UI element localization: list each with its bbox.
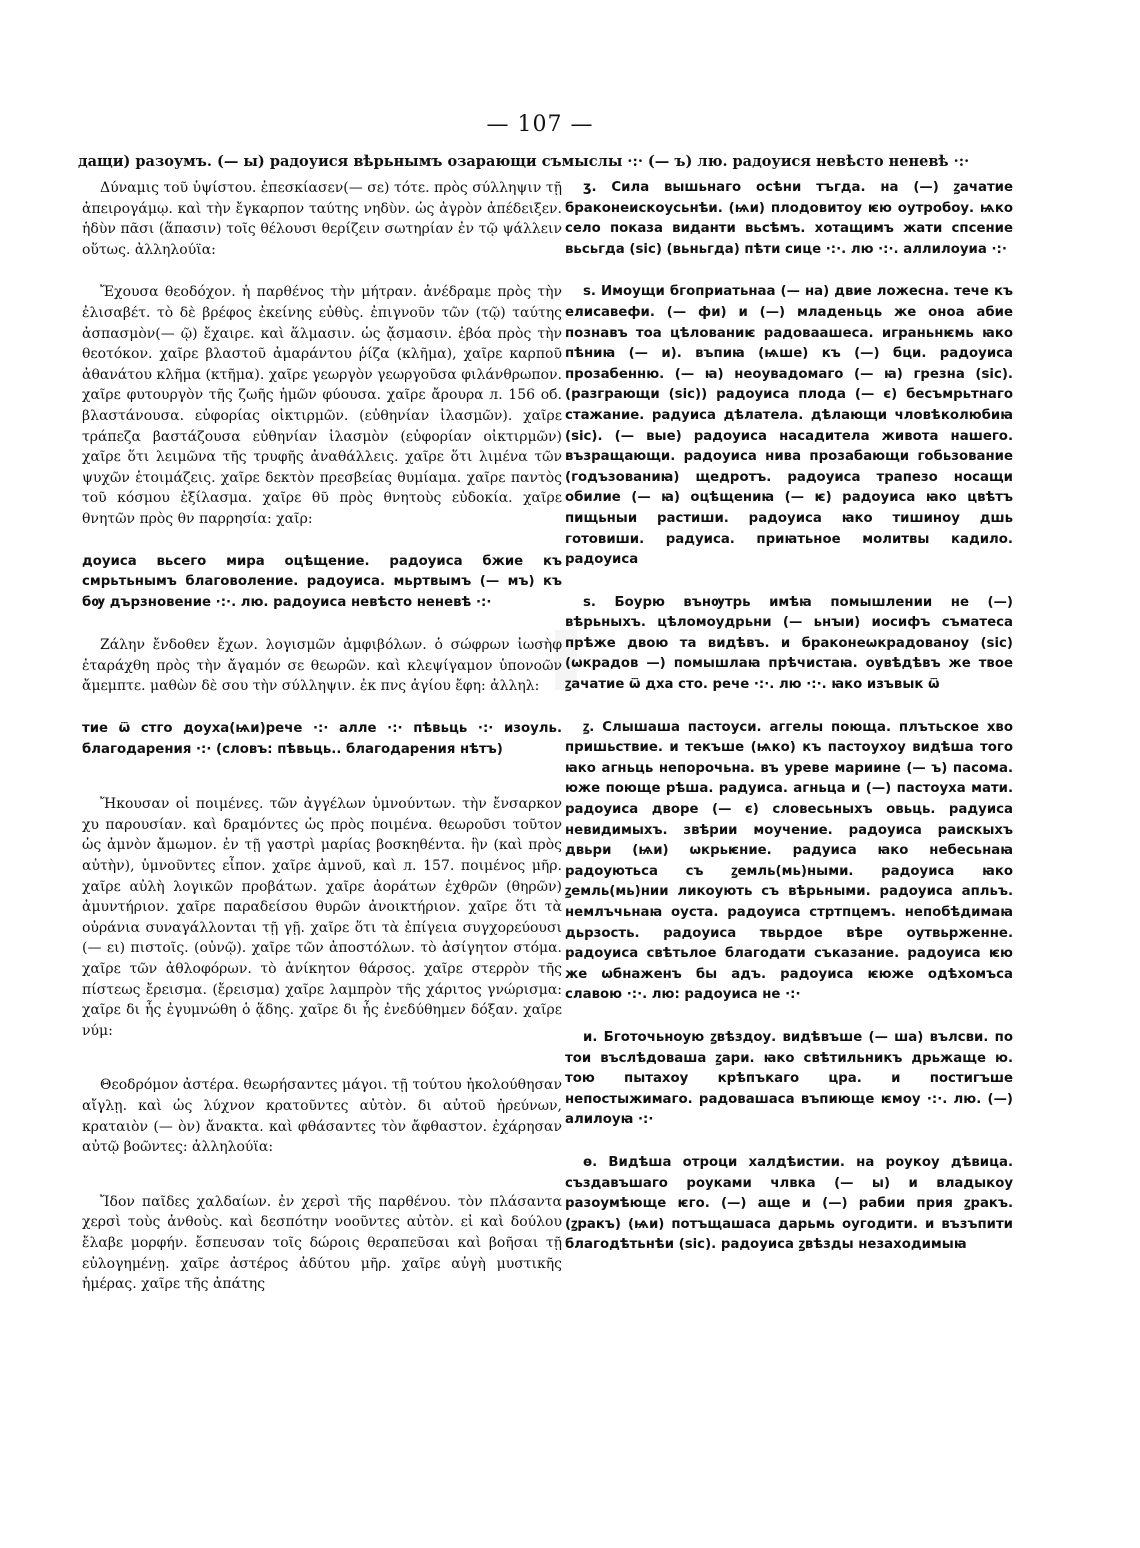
- slavonic-stanza-6: ѕ. Боурю вънѹтрь имѣꙗ помышлении не (—) вѣрьныхъ. цѣломоудрьни (— ьнꙑи) иосифъ съматеса прѣже двою та видѣвъ. и браконеѡкрадованоу (sic) (ѡкрадов —) помышлаꙗ прѣчистаꙗ. оувѣдѣвъ же твое ꙁачатие ѿ дха сто. рече ·:·. лю ·:·. ꙗко изъвык ѿ: [565, 594, 1013, 693]
- greek-stanza-9: Ἴδον παῖδες χαλδαίων. ἐν χερσὶ τῆς παρθένου. τὸν πλάσαντα χερσὶ τοὺς ἀνθοὺς. καὶ δεσπότην νοοῦντες αὐτὸν. εἰ καὶ δούλου ἔλαβε μορφήν. ἔσπευσαν τοῖς δώροις θεραπεῦσαι καὶ βοῆσαι τῇ εὐλογημένῃ. χαῖρε ἀστέρος ἀδύτου μῆρ. χαῖρε αὐγὴ μυστικῆς ἡμέρας. χαῖρε τῆς ἀπάτης: [82, 1193, 562, 1293]
- greek-stanza-6: Ζάλην ἔνδοθεν ἔχων. λογισμῶν ἀμφιβόλων. ὁ σώφρων ἰωσὴφ ἐταράχθη πρὸς τὴν ἄγαμόν σε θεωρῶν. καὶ κλεψίγαμον ὑπονοῶν ἄμεμπτε. μαθὼν δὲ σου τὴν σύλληψιν. ἐκ πνς ἁγίου ἔφη: ἀλληλ:: [82, 637, 562, 695]
- greek-stanza-8: Θεοδρόμον ἀστέρα. θεωρήσαντες μάγοι. τῇ τούτου ἠκολούθησαν αἴγλῃ. καὶ ὡς λύχνον κρατοῦντες αὐτὸν. δι αὐτοῦ ἠρεύνων, κραταιὸν (— ὸν) ἄνακτα. καὶ φθάσαντες τὸν ἄφθαστον. ἐχάρησαν αὐτῷ βοῶντες: ἀλληλούϊα:: [82, 1077, 562, 1156]
- slavonic-spill-line: доуиса вьсего мира оцѣщение. радоуиса бжие къ смрьтьнымъ благоволение. радоуиса. мьртвымъ (— мъ) къ бѹ дързновение ·:·. лю. радоуиса невѣсто неневѣ ·:·: [82, 553, 562, 610]
- page-number: — 107 —: [486, 112, 594, 137]
- greek-column: [82, 178, 562, 1518]
- slavonic-column: [565, 178, 1013, 1518]
- greek-stanza-7: Ἤκουσαν οἱ ποιμένες. τῶν ἀγγέλων ὑμνούντων. τὴν ἔνσαρκον χυ παρουσίαν. καὶ δραμόντες ὡς πρὸς ποιμένα. θεωροῦσι τοῦτον ὡς ἀμνὸν ἄμωμον. ἐν τῇ γαστρὶ μαρίας βοσκηθέντα. ἣν (καὶ πρὸς αὐτὴν), ὑμνοῦντες εἶπον. χαῖρε ἀμνοῦ, καὶ л. 157. ποιμένος μῆρ. χαῖρε αὐλὴ λογικῶν προβάτων. χαῖρε ἀοράτων ἐχθρῶν (θηρῶν) ἀμυντήριον. χαῖρε παραδείσου θυρῶν ἀνοικτήριον. χαῖρε ὅτι τὰ οὐράνια συναγάλλονται τῇ γῇ. χαῖρε ὅτι τὰ ἐπίγεια συγχορεύουσι (— ει) πιστοῖς. (οὐνῷ). χαῖρε τῶν ἀποστόλων. τὸ ἀσίγητον στόμα. χαῖρε τῶν ἀθλοφόρων. τὸ ἀνίκητον θάρσος. χαῖρε στερρὸν τῆς πίστεως ἔρεισμα. (ἔρεισμα) χαῖρε λαμπρὸν τῆς χάριτος γνώρισμα: χαῖρε δι ἧς ἐγυμνώθη ὁ ᾅδης. χαῖρε δι ἧς ἐνεδύθημεν δόξαν. χαῖρε νύμ:: [82, 796, 562, 1039]
- slavonic-stanza-8: и. Бготочьноую ꙁвѣздоу. видѣвъше (— ша) вълсви. по тои въслѣдоваша ꙁари. ꙗко свѣтильникъ дрьжаще ю. тою пытахоу крѣпъкаго цра. и постигъше непостыжимаго. радовашаса въпиюще ѥмоу ·:·. лю. (—) алилоуꙗ ·:·: [565, 1029, 1013, 1128]
- continuation-line: дащи) разоумъ. (— ы) радоуися вѣрьнымъ озарающи съмыслы ·:· (— ъ) лю. радоуися невѣсто неневѣ ·:·: [78, 153, 970, 170]
- greek-stanza-5: Ἔχουσα θεοδόχον. ἡ παρθένος τὴν μήτραν. ἀνέδραμε πρὸς τὴν ἐλισαβέτ. τὸ δὲ βρέφος ἐκείνης εὐθὺς. ἐπιγνοῦν τῶν (τῷ) ταύτης ἀσπασμὸν(— ῷ) ἔχαιρε. καὶ ἅλμασιν. ὡς ᾄσμασιν. ἐβόα πρὸς τὴν θεοτόκον. χαῖρε βλαστοῦ ἀμαράντου ῥίζα (κλῆμα), χαῖρε καρποῦ ἀθανάτου κλῆμα (κτῆμα). χαῖρε γεωργὸν γεωργοῦσα φιλάνθρωπον. χαῖρε φυτουργὸν τῆς ζωῆς ἡμῶν φύουσα. χαῖρε ἄρουρα л. 156 об. βλαστάνουσα. εὐφορίας οἰκτιρμῶν. (εὐθηνίαν ἱλασμῶν). χαῖρε τράπεζα βαστάζουσα εὐθηνίαν ἱλασμὸν (εὐφορίαν οἰκτιρμῶν) χαῖρε ὅτι λειμῶνα τῆς τρυφῆς ἀναθάλλεις. χαῖρε ὅτι λιμένα τῶν ψυχῶν ἑτοιμάζεις. χαῖρε δεκτὸν πρεσβείας θυμίαμα. χαῖρε παντὸς τοῦ κόσμου ἐξίλασμα. χαῖρε θῦ πρὸς θνητοὺς εὐδοκία. χαῖρε θνητῶν πρὸς θν παρρησία: χαῖρ:: [82, 284, 562, 527]
- slavonic-stanza-5: ѕ. Имоущи бгоприатьнаа (— на) двие ложесна. тече къ елисавефи. (— фи) и (—) младеньць же оноа абие познавъ тоа цѣлованиѥ радоваашеса. играньнѥмь ꙗко пѣниꙗ (— и). въпиꙗ (ѩше) къ (—) бци. радоуиса прозабенню. (— ꙗ) неоувадомаго (— ꙗ) грезна (sic). (разграющи (sic)) радоуиса плода (— є) бесъмрьтнаго стажание. радуиса дѣлатела. дѣлающи чловѣколюбиꙗ (sic). (— вые) радоуиса насадитела живота нашего. възращающи. радоуиса нива прозабающи гобьзование (годъзованиꙗ) щедротъ. радоуиса трапезо носащи обилие (— ꙗ) оцѣщениꙗ (— ѥ) радоуиса ꙗко цвѣтъ пищьныи растиши. радоуиса ꙗко тишиноу дшь готовиши. радуиса. приꙗтьное молитвы кадило. радоуиса: [565, 284, 1013, 568]
- slavonic-stanza-7: ꙁ. Слышаша пастоуси. аггелы поюща. плътьское хво пришьствие. и текъше (ѩко) къ пастоухоу видѣша того ꙗко агньць непорочьна. въ уреве мариине (— ъ) пасома. юже поюще рѣша. радуиса. агньца и (—) пастоуха мати. радоуиса дворе (— є) словесьныхъ овьць. радуиса невидимыхъ. звѣрии моучение. радоуиса раискыхъ двьри (ѩи) ѡкрьѥние. радуиса ꙗко небесьнаꙗ радоуютьса съ ꙁемль(мь)ными. радоуиса ꙗко ꙁемль(мь)нии ликоують съ вѣрьными. радоуиса апльъ. немлъчьнаꙗ оуста. радоуиса стртпцемъ. непобѣдимаꙗ дьрзость. радоуиса твьрдое вѣре оутвьрженне. радоуиса свѣтьлое благодати съказание. радоуиса ѥю же ѡбнаженъ бы адъ. радоуиса ѥюже одѣхомъса славою ·:·. лю: радоуиса не ·:·: [565, 719, 1013, 1003]
- slavonic-note-line: тие ѿ стго доуха(ѩи)рече ·:· алле ·:· пѣвьць ·:· изоуль. благодарения ·:· (словъ: пѣвьць.. благодарения нѣтъ): [82, 721, 562, 757]
- slavonic-stanza-4: ӡ. Сила вышьнаго осѣни тъгда. на (—) ꙁачатие браконеискоусьнѣи. (ѩи) плодовитоу ѥю оутробоу. ѩко село показа виданти вьсѣмъ. хотащимъ жати спсение вьсьгда (sic) (вьньгда) пѣти сице ·:·. лю ·:·. аллилоуиа ·:·: [565, 180, 1013, 257]
- slavonic-stanza-9: ѳ. Видѣша отроци халдѣистии. на роукоу дѣвица. създавъшаго роуками члвка (— ы) и владыкоу разоумѣюще ѥго. (—) аще и (—) рабии прия ꙁракъ. (ꙁракъ) (ѩи) потъщашаса дарьмь оугодити. и възъпити благодѣтьнѣи (sic). радоуиса ꙁвѣзды незаходимыꙗ: [565, 1154, 1013, 1253]
- greek-stanza-4: Δύναμις τοῦ ὑψίστου. ἐπεσκίασεν(— σε) τότε. πρὸς σύλληψιν τῇ ἀπειρογάμῳ. καὶ τὴν ἔγκαρπον ταύτης νηδὺν. ὡς ἀγρὸν ἀπέδειξεν. ἡδὺν πᾶσι (ἅπασιν) τοῖς θέλουσι θερίζειν σωτηρίαν ἐν τῷ ψάλλειν οὕτως. ἀλληλούϊα:: [82, 180, 562, 258]
